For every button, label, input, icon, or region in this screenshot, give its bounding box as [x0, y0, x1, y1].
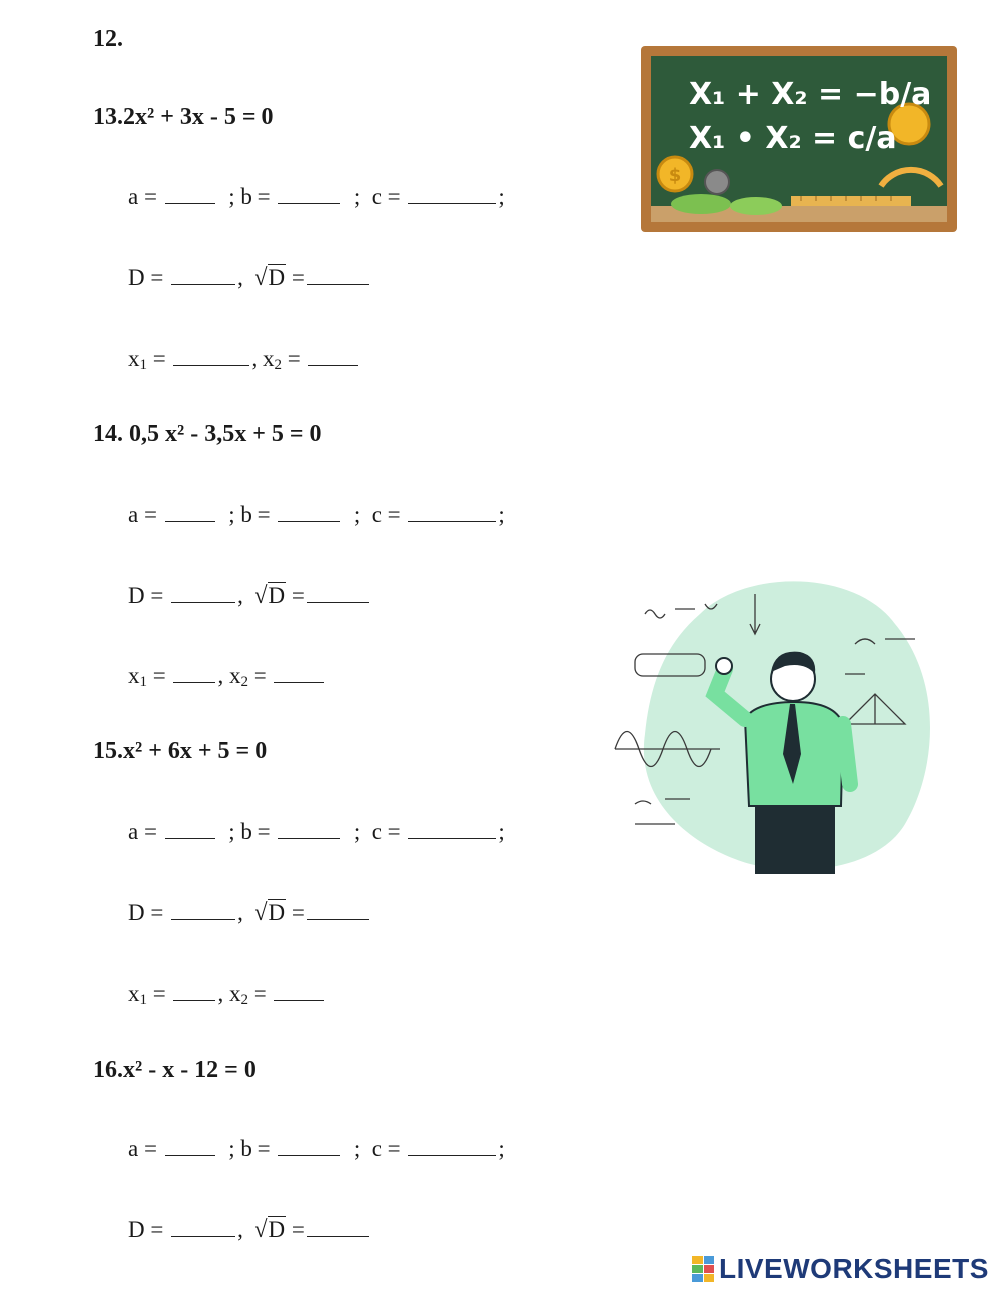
liveworksheets-wordmark: LIVEWORKSHEETS [719, 1253, 989, 1284]
c-label: ; c = [353, 184, 401, 209]
d-blank[interactable] [171, 582, 235, 603]
comma: , [237, 265, 243, 290]
c-blank[interactable] [408, 183, 496, 204]
radical-icon: √ [254, 583, 268, 609]
sqrt-d-symbol: √D [254, 1217, 286, 1243]
discriminant-row-14: D = , √D = [128, 582, 371, 610]
sqrt-d-symbol: √D [254, 583, 286, 609]
a-blank[interactable] [165, 183, 215, 204]
equals-sign: = [291, 265, 305, 290]
b-blank[interactable] [278, 1135, 340, 1156]
leaf-icon [671, 194, 731, 214]
roots-row-13: $x_1$ = , $x_2$ = [128, 345, 360, 374]
problem-16-header [93, 1057, 256, 1084]
sqrt-d-blank[interactable] [307, 582, 369, 603]
sqrt-d-symbol: √D [254, 265, 286, 291]
discriminant-row-15: D = , √D = [128, 899, 371, 927]
radical-icon: √ [254, 900, 268, 926]
coefficients-row-14: a = ; b = ; c = ; [128, 502, 505, 527]
problem-14-header [93, 421, 322, 448]
coefficients-row-16: a = ; b = ; c = ; [128, 1136, 505, 1161]
d-blank[interactable] [171, 264, 235, 285]
x2-blank[interactable] [308, 345, 358, 366]
problem-13-equation: 2x² + 3x - 5 = 0 [123, 104, 274, 130]
c-blank[interactable] [408, 501, 496, 522]
coefficients-row-13 [128, 183, 505, 210]
a-blank[interactable] [165, 501, 215, 522]
sqrt-d-blank[interactable] [307, 264, 369, 285]
d-blank[interactable] [171, 1216, 235, 1237]
sqrt-d-blank[interactable] [307, 1216, 369, 1237]
roots-row-15: $x_1$ = , $x_2$ = [128, 980, 326, 1009]
discriminant-row-16: D = , √D = [128, 1216, 371, 1244]
problem-12-number: 12. [93, 26, 123, 52]
c-blank[interactable] [408, 818, 496, 839]
problem-15-equation: x² + 6x + 5 = 0 [123, 738, 268, 764]
chalkboard-illustration [641, 46, 957, 232]
d-label: D = [128, 265, 164, 290]
problem-15-header [93, 738, 267, 765]
problem-16-number: 16. [93, 1057, 123, 1083]
x1-blank[interactable] [173, 662, 215, 683]
liveworksheets-logo [692, 1253, 989, 1285]
b-label: ; b = [228, 184, 271, 209]
x2-blank[interactable] [274, 980, 324, 1001]
problem-13-number: 13. [93, 104, 123, 130]
ruler-icon [791, 196, 911, 206]
problem-16-equation: x² - x - 12 = 0 [123, 1057, 256, 1083]
sqrt-d-symbol: √D [254, 900, 286, 926]
x1-blank[interactable] [173, 980, 215, 1001]
a-blank[interactable] [165, 1135, 215, 1156]
problem-14-number: 14. [93, 421, 123, 447]
b-blank[interactable] [278, 818, 340, 839]
discriminant-row-13 [128, 264, 371, 292]
teacher-illustration [605, 574, 955, 874]
a-blank[interactable] [165, 818, 215, 839]
x1-blank[interactable] [173, 345, 249, 366]
liveworksheets-logo-icon [692, 1256, 714, 1282]
a-label: a = [128, 184, 157, 209]
problem-13-header [93, 104, 274, 131]
x2-blank[interactable] [274, 662, 324, 683]
chalkboard-line-1: X₁ + X₂ = −b/a [689, 77, 932, 112]
b-blank[interactable] [278, 501, 340, 522]
coefficients-row-15: a = ; b = ; c = ; [128, 819, 505, 844]
problem-14-equation: 0,5 x² - 3,5x + 5 = 0 [123, 421, 322, 447]
c-blank[interactable] [408, 1135, 496, 1156]
b-blank[interactable] [278, 183, 340, 204]
d-blank[interactable] [171, 899, 235, 920]
silver-coin-icon [705, 170, 729, 194]
sqrt-d-blank[interactable] [307, 899, 369, 920]
radical-icon: √ [254, 265, 268, 291]
svg-text:$: $ [668, 165, 682, 186]
radical-icon: √ [254, 1217, 268, 1243]
chalkboard-line-2: X₁ • X₂ = c/a [689, 121, 897, 156]
problem-15-number: 15. [93, 738, 123, 764]
roots-row-14: $x_1$ = , $x_2$ = [128, 662, 326, 691]
semicolon: ; [498, 184, 505, 209]
